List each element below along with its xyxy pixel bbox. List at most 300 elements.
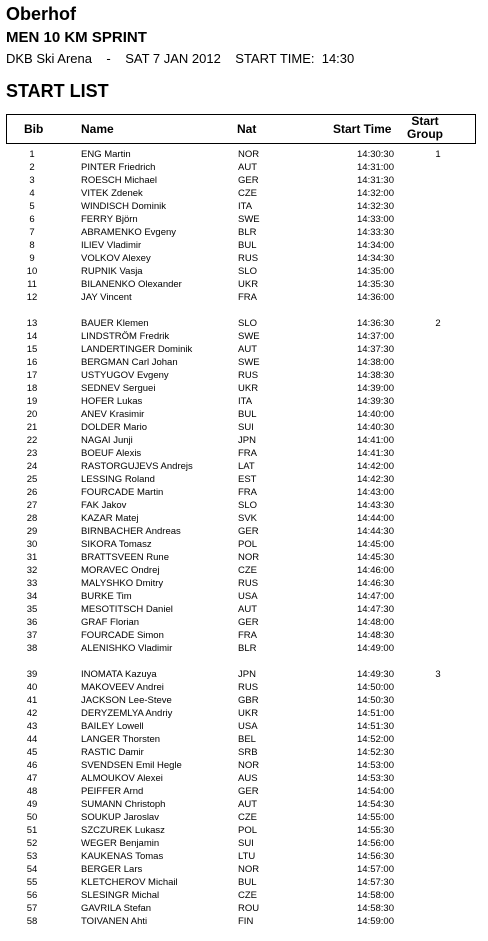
nat-cell: SRB bbox=[238, 747, 258, 758]
table-row bbox=[0, 785, 488, 798]
start-time-cell: 14:47:00 bbox=[357, 591, 394, 602]
start-time-cell: 14:51:30 bbox=[357, 721, 394, 732]
name-cell: ABRAMENKO Evgeny bbox=[81, 227, 177, 238]
name-cell: LINDSTRÖM Fredrik bbox=[81, 331, 170, 342]
start-time-cell: 14:44:00 bbox=[357, 513, 394, 524]
bib-cell: 6 bbox=[29, 214, 35, 225]
table-row bbox=[0, 447, 488, 460]
start-time-cell: 14:36:30 bbox=[357, 318, 394, 329]
nat-cell: UKR bbox=[238, 383, 259, 394]
bib-cell: 34 bbox=[26, 591, 38, 602]
table-row bbox=[0, 148, 488, 161]
bib-cell: 36 bbox=[26, 617, 38, 628]
name-cell: MORAVEC Ondrej bbox=[81, 565, 160, 576]
table-row bbox=[0, 187, 488, 200]
table-row bbox=[0, 629, 488, 642]
table-row bbox=[0, 291, 488, 304]
nat-cell: JPN bbox=[238, 435, 256, 446]
start-time-cell: 14:50:00 bbox=[357, 682, 394, 693]
start-time-cell: 14:45:30 bbox=[357, 552, 394, 563]
nat-cell: GER bbox=[238, 175, 259, 186]
bib-cell: 42 bbox=[26, 708, 38, 719]
bib-cell: 7 bbox=[29, 227, 35, 238]
table-row bbox=[0, 265, 488, 278]
bib-cell: 17 bbox=[26, 370, 38, 381]
nat-cell: UKR bbox=[238, 279, 259, 290]
name-cell: LESSING Roland bbox=[81, 474, 155, 485]
bib-cell: 2 bbox=[29, 162, 35, 173]
start-time-cell: 14:46:00 bbox=[357, 565, 394, 576]
nat-cell: AUT bbox=[238, 344, 257, 355]
name-cell: BAUER Klemen bbox=[81, 318, 149, 329]
start-time-cell: 14:40:00 bbox=[357, 409, 394, 420]
nat-cell: SWE bbox=[238, 214, 260, 225]
start-time-cell: 14:32:00 bbox=[357, 188, 394, 199]
name-cell: VOLKOV Alexey bbox=[81, 253, 151, 264]
bib-cell: 16 bbox=[26, 357, 38, 368]
table-row bbox=[0, 642, 488, 655]
start-time-cell: 14:31:00 bbox=[357, 162, 394, 173]
start-time-cell: 14:40:30 bbox=[357, 422, 394, 433]
nat-cell: NOR bbox=[238, 552, 260, 563]
event-info: DKB Ski Arena - SAT 7 JAN 2012 START TIME: 14:30 bbox=[6, 51, 355, 66]
bib-cell: 23 bbox=[26, 448, 38, 459]
bib-cell: 57 bbox=[26, 903, 38, 914]
nat-cell: BUL bbox=[238, 877, 257, 888]
nat-cell: JPN bbox=[238, 669, 256, 680]
bib-cell: 8 bbox=[29, 240, 35, 251]
start-time-cell: 14:59:00 bbox=[357, 916, 394, 927]
nat-cell: SLO bbox=[238, 318, 258, 329]
name-cell: KAZAR Matej bbox=[81, 513, 139, 524]
start-time-cell: 14:53:00 bbox=[357, 760, 394, 771]
name-cell: NAGAI Junji bbox=[81, 435, 133, 446]
name-cell: JAY Vincent bbox=[81, 292, 132, 303]
name-cell: BRATTSVEEN Rune bbox=[81, 552, 169, 563]
name-cell: BILANENKO Olexander bbox=[81, 279, 182, 290]
start-time-cell: 14:49:00 bbox=[357, 643, 394, 654]
table-row bbox=[0, 564, 488, 577]
bib-cell: 12 bbox=[26, 292, 38, 303]
bib-cell: 56 bbox=[26, 890, 38, 901]
nat-cell: SLO bbox=[238, 500, 258, 511]
nat-cell: ROU bbox=[238, 903, 260, 914]
nat-cell: BLR bbox=[238, 643, 257, 654]
table-row bbox=[0, 746, 488, 759]
start-time-cell: 14:44:30 bbox=[357, 526, 394, 537]
table-row bbox=[0, 408, 488, 421]
table-row bbox=[0, 850, 488, 863]
bib-cell: 25 bbox=[26, 474, 38, 485]
table-row bbox=[0, 902, 488, 915]
name-cell: KAUKENAS Tomas bbox=[81, 851, 164, 862]
nat-cell: AUT bbox=[238, 604, 257, 615]
start-time-cell: 14:30:30 bbox=[357, 149, 394, 160]
start-time-cell: 14:48:30 bbox=[357, 630, 394, 641]
name-cell: SZCZUREK Lukasz bbox=[81, 825, 165, 836]
bib-cell: 21 bbox=[26, 422, 38, 433]
list-title: START LIST bbox=[6, 81, 109, 101]
table-row bbox=[0, 356, 488, 369]
start-time-cell: 14:58:30 bbox=[357, 903, 394, 914]
nat-cell: AUT bbox=[238, 799, 257, 810]
bib-cell: 40 bbox=[26, 682, 38, 693]
bib-cell: 38 bbox=[26, 643, 38, 654]
nat-cell: EST bbox=[238, 474, 257, 485]
name-cell: ILIEV Vladimir bbox=[81, 240, 142, 251]
nat-cell: FIN bbox=[238, 916, 254, 927]
table-row bbox=[0, 343, 488, 356]
nat-cell: GER bbox=[238, 786, 259, 797]
name-cell: SOUKUP Jaroslav bbox=[81, 812, 159, 823]
start-time-cell: 14:55:00 bbox=[357, 812, 394, 823]
start-time-cell: 14:50:30 bbox=[357, 695, 394, 706]
nat-cell: NOR bbox=[238, 864, 260, 875]
bib-cell: 28 bbox=[26, 513, 38, 524]
nat-cell: SVK bbox=[238, 513, 258, 524]
start-time-cell: 14:49:30 bbox=[357, 669, 394, 680]
name-cell: RASTORGUJEVS Andrejs bbox=[81, 461, 193, 472]
bib-cell: 4 bbox=[29, 188, 35, 199]
nat-cell: CZE bbox=[238, 565, 257, 576]
start-time-cell: 14:33:00 bbox=[357, 214, 394, 225]
bib-cell: 47 bbox=[26, 773, 38, 784]
column-header-nat: Nat bbox=[237, 122, 257, 136]
table-row bbox=[0, 213, 488, 226]
table-row bbox=[0, 837, 488, 850]
table-row bbox=[0, 278, 488, 291]
table-row bbox=[0, 668, 488, 681]
table-row bbox=[0, 538, 488, 551]
name-cell: USTYUGOV Evgeny bbox=[81, 370, 169, 381]
nat-cell: NOR bbox=[238, 760, 260, 771]
table-header bbox=[6, 114, 476, 144]
table-row bbox=[0, 759, 488, 772]
start-time-cell: 14:35:00 bbox=[357, 266, 394, 277]
nat-cell: BLR bbox=[238, 227, 257, 238]
table-row bbox=[0, 174, 488, 187]
start-time-cell: 14:41:30 bbox=[357, 448, 394, 459]
start-time-cell: 14:43:30 bbox=[357, 500, 394, 511]
start-time-cell: 14:51:00 bbox=[357, 708, 394, 719]
table-row bbox=[0, 382, 488, 395]
table-row bbox=[0, 876, 488, 889]
nat-cell: ITA bbox=[238, 201, 253, 212]
bib-cell: 30 bbox=[26, 539, 38, 550]
table-row bbox=[0, 330, 488, 343]
nat-cell: GER bbox=[238, 617, 259, 628]
nat-cell: FRA bbox=[238, 487, 257, 498]
table-row bbox=[0, 226, 488, 239]
name-cell: MAKOVEEV Andrei bbox=[81, 682, 164, 693]
name-cell: PEIFFER Arnd bbox=[81, 786, 144, 797]
nat-cell: SWE bbox=[238, 331, 260, 342]
table-row bbox=[0, 239, 488, 252]
start-time-cell: 14:56:00 bbox=[357, 838, 394, 849]
start-time-cell: 14:31:30 bbox=[357, 175, 394, 186]
name-cell: FERRY Björn bbox=[81, 214, 138, 225]
column-header-name: Name bbox=[81, 122, 114, 136]
name-cell: TOIVANEN Ahti bbox=[81, 916, 148, 927]
table-row bbox=[0, 798, 488, 811]
bib-cell: 46 bbox=[26, 760, 38, 771]
name-cell: ROESCH Michael bbox=[81, 175, 158, 186]
name-cell: FOURCADE Martin bbox=[81, 487, 164, 498]
start-time-cell: 14:39:30 bbox=[357, 396, 394, 407]
name-cell: BERGER Lars bbox=[81, 864, 143, 875]
bib-cell: 53 bbox=[26, 851, 38, 862]
start-time-cell: 14:52:30 bbox=[357, 747, 394, 758]
table-row bbox=[0, 369, 488, 382]
table-row bbox=[0, 733, 488, 746]
nat-cell: RUS bbox=[238, 682, 259, 693]
nat-cell: USA bbox=[238, 721, 258, 732]
nat-cell: UKR bbox=[238, 708, 259, 719]
nat-cell: GBR bbox=[238, 695, 259, 706]
name-cell: ALENISHKO Vladimir bbox=[81, 643, 173, 654]
nat-cell: RUS bbox=[238, 578, 259, 589]
nat-cell: GER bbox=[238, 526, 259, 537]
name-cell: INOMATA Kazuya bbox=[81, 669, 157, 680]
bib-cell: 27 bbox=[26, 500, 38, 511]
nat-cell: AUT bbox=[238, 162, 257, 173]
bib-cell: 43 bbox=[26, 721, 38, 732]
nat-cell: NOR bbox=[238, 149, 260, 160]
start-time-cell: 14:32:30 bbox=[357, 201, 394, 212]
name-cell: JACKSON Lee-Steve bbox=[81, 695, 172, 706]
nat-cell: RUS bbox=[238, 253, 259, 264]
name-cell: DERYZEMLYA Andriy bbox=[81, 708, 173, 719]
start-time-cell: 14:42:30 bbox=[357, 474, 394, 485]
bib-cell: 37 bbox=[26, 630, 38, 641]
table-row bbox=[0, 434, 488, 447]
table-row bbox=[0, 577, 488, 590]
bib-cell: 52 bbox=[26, 838, 38, 849]
table-row bbox=[0, 694, 488, 707]
bib-cell: 35 bbox=[26, 604, 38, 615]
start-time-cell: 14:57:00 bbox=[357, 864, 394, 875]
nat-cell: AUS bbox=[238, 773, 258, 784]
nat-cell: RUS bbox=[238, 370, 259, 381]
start-time-cell: 14:33:30 bbox=[357, 227, 394, 238]
bib-cell: 39 bbox=[26, 669, 38, 680]
start-time-cell: 14:43:00 bbox=[357, 487, 394, 498]
name-cell: ALMOUKOV Alexei bbox=[81, 773, 163, 784]
bib-cell: 9 bbox=[29, 253, 35, 264]
start-time-cell: 14:48:00 bbox=[357, 617, 394, 628]
nat-cell: CZE bbox=[238, 890, 257, 901]
table-row bbox=[0, 421, 488, 434]
bib-cell: 41 bbox=[26, 695, 38, 706]
table-row bbox=[0, 863, 488, 876]
start-time-cell: 14:38:30 bbox=[357, 370, 394, 381]
table-row bbox=[0, 772, 488, 785]
table-row bbox=[0, 473, 488, 486]
nat-cell: SUI bbox=[238, 422, 254, 433]
start-group-cell: 2 bbox=[435, 318, 441, 329]
event-title: MEN 10 KM SPRINT bbox=[6, 29, 147, 46]
start-time-cell: 14:54:00 bbox=[357, 786, 394, 797]
start-group-line1: Start bbox=[411, 114, 439, 128]
name-cell: MESOTITSCH Daniel bbox=[81, 604, 173, 615]
bib-cell: 55 bbox=[26, 877, 38, 888]
nat-cell: FRA bbox=[238, 448, 257, 459]
bib-cell: 31 bbox=[26, 552, 38, 563]
table-row bbox=[0, 889, 488, 902]
name-cell: RASTIC Damir bbox=[81, 747, 144, 758]
name-cell: GRAF Florian bbox=[81, 617, 140, 628]
bib-cell: 13 bbox=[26, 318, 38, 329]
name-cell: BOEUF Alexis bbox=[81, 448, 142, 459]
nat-cell: POL bbox=[238, 539, 258, 550]
nat-cell: ITA bbox=[238, 396, 253, 407]
nat-cell: SUI bbox=[238, 838, 254, 849]
start-time-cell: 14:35:30 bbox=[357, 279, 394, 290]
nat-cell: FRA bbox=[238, 630, 257, 641]
name-cell: SIKORA Tomasz bbox=[81, 539, 152, 550]
start-time-cell: 14:42:00 bbox=[357, 461, 394, 472]
name-cell: PINTER Friedrich bbox=[81, 162, 156, 173]
start-time-cell: 14:34:30 bbox=[357, 253, 394, 264]
start-time-cell: 14:38:00 bbox=[357, 357, 394, 368]
nat-cell: LAT bbox=[238, 461, 255, 472]
bib-cell: 49 bbox=[26, 799, 38, 810]
table-row bbox=[0, 252, 488, 265]
bib-cell: 3 bbox=[29, 175, 35, 186]
name-cell: MALYSHKO Dmitry bbox=[81, 578, 164, 589]
table-row bbox=[0, 720, 488, 733]
bib-cell: 10 bbox=[26, 266, 38, 277]
start-time-cell: 14:58:00 bbox=[357, 890, 394, 901]
bib-cell: 45 bbox=[26, 747, 38, 758]
column-header-start-group bbox=[400, 115, 450, 141]
start-time-cell: 14:37:00 bbox=[357, 331, 394, 342]
name-cell: VITEK Zdenek bbox=[81, 188, 143, 199]
name-cell: WEGER Benjamin bbox=[81, 838, 160, 849]
start-group-cell: 1 bbox=[435, 149, 441, 160]
table-row bbox=[0, 603, 488, 616]
bib-cell: 11 bbox=[27, 279, 37, 290]
bib-cell: 19 bbox=[26, 396, 38, 407]
name-cell: ENG Martin bbox=[81, 149, 131, 160]
name-cell: BIRNBACHER Andreas bbox=[81, 526, 181, 537]
column-header-bib: Bib bbox=[24, 122, 44, 136]
start-time-cell: 14:34:00 bbox=[357, 240, 394, 251]
name-cell: DOLDER Mario bbox=[81, 422, 147, 433]
nat-cell: CZE bbox=[238, 188, 257, 199]
name-cell: FOURCADE Simon bbox=[81, 630, 164, 641]
bib-cell: 22 bbox=[26, 435, 38, 446]
table-row bbox=[0, 824, 488, 837]
name-cell: BERGMAN Carl Johan bbox=[81, 357, 178, 368]
name-cell: SLESINGR Michal bbox=[81, 890, 160, 901]
bib-cell: 51 bbox=[26, 825, 38, 836]
start-time-cell: 14:52:00 bbox=[357, 734, 394, 745]
start-time-cell: 14:47:30 bbox=[357, 604, 394, 615]
table-row bbox=[0, 525, 488, 538]
bib-cell: 5 bbox=[29, 201, 35, 212]
bib-cell: 50 bbox=[26, 812, 38, 823]
start-time-cell: 14:46:30 bbox=[357, 578, 394, 589]
table-row bbox=[0, 512, 488, 525]
start-time-cell: 14:45:00 bbox=[357, 539, 394, 550]
start-time-cell: 14:54:30 bbox=[357, 799, 394, 810]
nat-cell: POL bbox=[238, 825, 258, 836]
start-time-cell: 14:41:00 bbox=[357, 435, 394, 446]
table-row bbox=[0, 486, 488, 499]
name-cell: SEDNEV Serguei bbox=[81, 383, 156, 394]
nat-cell: CZE bbox=[238, 812, 257, 823]
table-row bbox=[0, 915, 488, 928]
table-row bbox=[0, 499, 488, 512]
bib-cell: 48 bbox=[26, 786, 38, 797]
bib-cell: 24 bbox=[26, 461, 38, 472]
bib-cell: 54 bbox=[26, 864, 38, 875]
name-cell: BURKE Tim bbox=[81, 591, 132, 602]
nat-cell: BUL bbox=[238, 409, 257, 420]
start-group-line2: Group bbox=[407, 127, 443, 141]
start-time-cell: 14:57:30 bbox=[357, 877, 394, 888]
name-cell: HOFER Lukas bbox=[81, 396, 143, 407]
bib-cell: 44 bbox=[26, 734, 38, 745]
bib-cell: 20 bbox=[26, 409, 38, 420]
name-cell: WINDISCH Dominik bbox=[81, 201, 166, 212]
name-cell: FAK Jakov bbox=[81, 500, 127, 511]
start-group-cell: 3 bbox=[435, 669, 441, 680]
table-row bbox=[0, 460, 488, 473]
name-cell: BAILEY Lowell bbox=[81, 721, 144, 732]
name-cell: KLETCHEROV Michail bbox=[81, 877, 178, 888]
name-cell: RUPNIK Vasja bbox=[81, 266, 143, 277]
nat-cell: SLO bbox=[238, 266, 258, 277]
nat-cell: LTU bbox=[238, 851, 256, 862]
table-row bbox=[0, 616, 488, 629]
start-time-cell: 14:53:30 bbox=[357, 773, 394, 784]
table-row bbox=[0, 317, 488, 330]
name-cell: GAVRILA Stefan bbox=[81, 903, 152, 914]
nat-cell: FRA bbox=[238, 292, 257, 303]
bib-cell: 26 bbox=[26, 487, 38, 498]
start-time-cell: 14:37:30 bbox=[357, 344, 394, 355]
bib-cell: 33 bbox=[26, 578, 38, 589]
nat-cell: USA bbox=[238, 591, 258, 602]
table-row bbox=[0, 811, 488, 824]
table-row bbox=[0, 707, 488, 720]
nat-cell: SWE bbox=[238, 357, 260, 368]
table-row bbox=[0, 681, 488, 694]
nat-cell: BUL bbox=[238, 240, 257, 251]
bib-cell: 1 bbox=[29, 149, 35, 160]
name-cell: LANDERTINGER Dominik bbox=[81, 344, 193, 355]
bib-cell: 18 bbox=[26, 383, 38, 394]
name-cell: SVENDSEN Emil Hegle bbox=[81, 760, 182, 771]
bib-cell: 58 bbox=[26, 916, 38, 927]
start-list-table bbox=[0, 148, 488, 928]
bib-cell: 29 bbox=[26, 526, 38, 537]
column-header-start-time: Start Time bbox=[333, 122, 392, 136]
bib-cell: 15 bbox=[26, 344, 38, 355]
start-time-cell: 14:55:30 bbox=[357, 825, 394, 836]
table-row bbox=[0, 200, 488, 213]
name-cell: LANGER Thorsten bbox=[81, 734, 161, 745]
table-row bbox=[0, 161, 488, 174]
bib-cell: 32 bbox=[26, 565, 38, 576]
bib-cell: 14 bbox=[26, 331, 38, 342]
start-time-cell: 14:36:00 bbox=[357, 292, 394, 303]
table-row bbox=[0, 590, 488, 603]
venue-title: Oberhof bbox=[6, 4, 76, 24]
name-cell: ANEV Krasimir bbox=[81, 409, 145, 420]
